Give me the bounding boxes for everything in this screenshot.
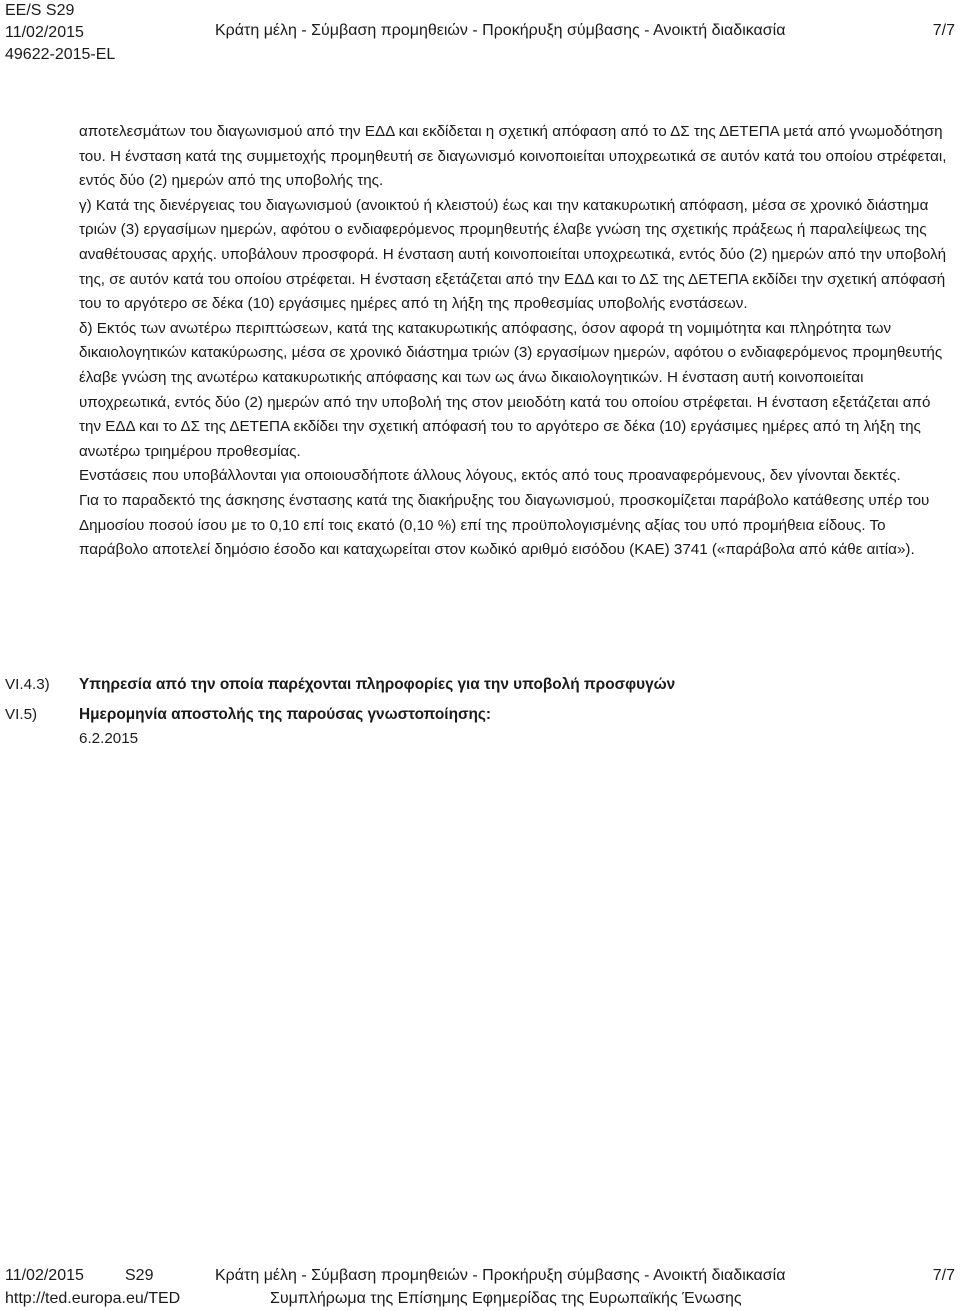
- header-notice-id: 49622-2015-EL: [5, 46, 116, 63]
- footer-title: Κράτη μέλη - Σύμβαση προμηθειών - Προκήρυξη σύμβασης - Ανοικτή διαδικασία: [215, 1267, 786, 1284]
- section-heading-vi-5: Ημερομηνία αποστολής της παρούσας γνωστοποίησης:: [79, 706, 492, 723]
- dispatch-date: 6.2.2015: [79, 730, 139, 747]
- document-body: [79, 120, 954, 563]
- header-date: 11/02/2015: [5, 24, 84, 41]
- paragraph-objections-award: δ) Εκτός των ανωτέρω περιπτώσεων, κατά της κατακυρωτικής απόφασης, όσον αφορά τη νομιμότητα και πληρότητα των δικαιολογητικών κατακύρωσης, μέσα σε χρονικό διάστημα τριών (3) εργασίμων ημερών, αφότου ο ενδιαφερόμενος προμηθευτής έλαβε γνώση της ανωτέρω κατακυρωτικής απόφασης και των ως άνω δικαιολογητικών. Η ένσταση αυτή κοινοποιείται υποχρεωτικά, εντός δύο (2) ημερών από την υποβολή της στον μειοδότη κατά του οποίου στρέφεται. Η ένσταση εξετάζεται από την ΕΔΔ και το ΔΣ της ΔΕΤΕΠΑ εκδίδει την σχετική απόφασή του το αργότερο σε δέκα (10) εργάσιμες ημέρες από τη λήξη της ανωτέρω τριημέρου προθεσμίας.: [79, 319, 943, 460]
- footer-series: S29: [125, 1267, 154, 1284]
- section-number-vi-4-3: VI.4.3): [5, 676, 50, 693]
- footer-page-number: 7/7: [932, 1267, 955, 1284]
- section-number-vi-5: VI.5): [5, 706, 38, 723]
- section-heading-vi-4-3: Υπηρεσία από την οποία παρέχονται πληροφορίες για την υποβολή προσφυγών: [79, 676, 676, 693]
- header-page-number: 7/7: [932, 22, 955, 39]
- footer-url-link[interactable]: http://ted.europa.eu/TED: [5, 1290, 181, 1307]
- paragraph-objections-procedure: γ) Κατά της διενέργειας του διαγωνισμού (ανοικτού ή κλειστού) έως και την κατακυρωτική απόφαση, μέσα σε χρονικό διάστημα τριών (3) εργασίμων ημερών, αφότου ο ενδιαφερόμενος προμηθευτής έλαβε γνώση της σχετικής πράξεως ή παραλείψεως της αναθέτουσας αρχής. υποβάλουν προσφορά. Η ένσταση αυτή κοινοποιείται υποχρεωτικά, εντός δύο (2) ημερών από την υποβολή της, σε αυτόν κατά του οποίου στρέφεται. Η ένσταση εξετάζεται από την ΕΔΔ και το ΔΣ της ΔΕΤΕΠΑ εκδίδει την σχετική απόφασή του το αργότερο σε δέκα (10) εργάσιμες ημέρες από τη λήξη της προθεσμίας υποβολής ενστάσεων.: [79, 196, 947, 313]
- header-title: Κράτη μέλη - Σύμβαση προμηθειών - Προκήρυξη σύμβασης - Ανοικτή διαδικασία: [215, 22, 786, 39]
- footer-journal: Συμπλήρωμα της Επίσημης Εφημερίδας της Ευρωπαϊκής Ένωσης: [270, 1290, 742, 1307]
- paragraph-fee: Για το παραδεκτό της άσκησης ένστασης κατά της διακήρυξης του διαγωνισμού, προσκομίζεται παράβολο κατάθεσης υπέρ του Δημοσίου ποσού ίσου με το 0,10 επί τοις εκατό (0,10 %) επί της προϋπολογισμένης αξίας του υπό προμήθεια είδους. Το παράβολο αποτελεί δημόσιο έσοδο και καταχωρείται στον κωδικό αριθμό εισόδου (ΚΑΕ) 3741 («παράβολα από κάθε αιτία»).: [79, 491, 930, 559]
- header-identifiers: [5, 0, 115, 66]
- paragraph-objections-results: αποτελεσμάτων του διαγωνισμού από την ΕΔΔ και εκδίδεται η σχετική απόφαση από το ΔΣ της ΔΕΤΕΠΑ μετά από γνωμοδότηση του. Η ένσταση κατά της συμμετοχής προμηθευτή σε διαγωνισμό κοινοποιείται υποχρεωτικά σε αυτόν κατά του οποίου στρέφεται, εντός δύο (2) ημερών από της υποβολής της.: [79, 123, 947, 190]
- paragraph-objections-other: Ενστάσεις που υποβάλλονται για οποιουσδήποτε άλλους λόγους, εκτός από τους προαναφερόμενους, δεν γίνονται δεκτές.: [79, 467, 901, 485]
- header-series: EE/S S29: [5, 2, 75, 19]
- footer-date: 11/02/2015: [5, 1267, 84, 1284]
